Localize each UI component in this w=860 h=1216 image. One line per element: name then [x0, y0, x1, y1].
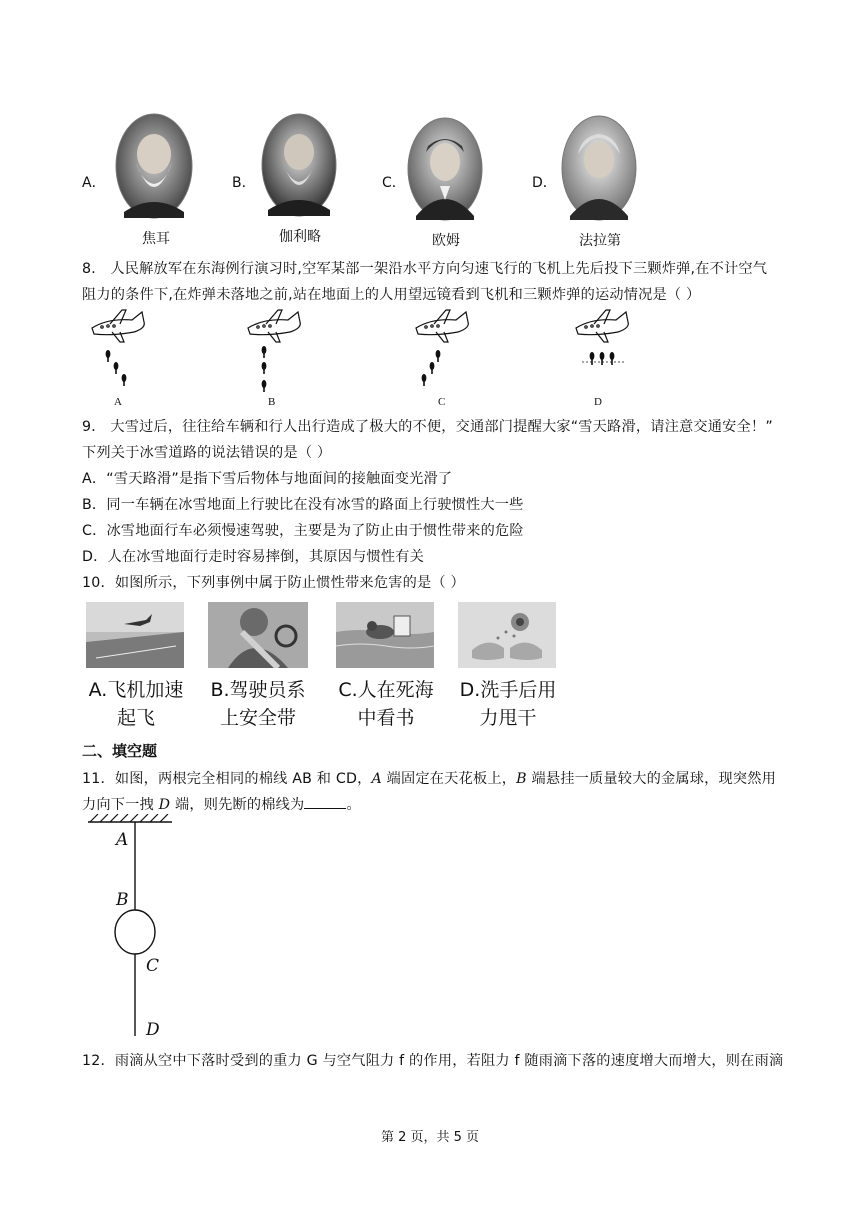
- q9-option-b: B．同一车辆在冰雪地面上行驶比在没有冰雪的路面上行驶惯性大一些: [82, 497, 524, 513]
- q7-option-c-name: 欧姆: [432, 233, 460, 249]
- q10-image-d-shake-hands: [458, 602, 556, 668]
- q12-stem-line1: 12．雨滴从空中下落时受到的重力 G 与空气阻力 f 的作用，若阻力 f 随雨滴下落的速度增大而增大，则在雨滴: [82, 1053, 784, 1069]
- q8-figure-d: [572, 306, 632, 396]
- ceiling-hatch: [90, 814, 168, 822]
- q7-option-d-name: 法拉第: [579, 233, 621, 249]
- q11-var-d: D: [158, 797, 171, 813]
- q7-option-d-letter: D．: [532, 175, 557, 191]
- q10-image-b-seatbelt: [208, 602, 308, 668]
- portrait-galileo-image: [260, 112, 338, 218]
- q9-option-d: D．人在冰雪地面行走时容易摔倒，其原因与惯性有关: [82, 549, 425, 565]
- q8-stem-line1: 8． 人民解放军在东海例行演习时,空军某部一架沿水平方向匀速飞行的飞机上先后投下三颗炸弹,在不计空气: [82, 261, 768, 277]
- q10-caption-b-line2: 上安全带: [219, 707, 296, 729]
- section-heading-fill-in: 二、填空题: [82, 742, 158, 760]
- page-footer: 第 2 页，共 5 页: [380, 1130, 480, 1145]
- q11-stem-line2: [82, 794, 361, 814]
- q10-caption-c-line1: C.人在死海: [338, 679, 434, 701]
- q11-text-part: 端悬挂一质量较大的金属球，现突然用: [526, 771, 777, 787]
- q8-figure-c: [412, 306, 472, 396]
- q11-fig-label-d: D: [146, 1020, 160, 1040]
- q8-stem-line2: 阻力的条件下,在炸弹未落地之前,站在地面上的人用望远镜看到飞机和三颗炸弹的运动情况是（ ）: [82, 287, 701, 303]
- q10-caption-a-line2: 起飞: [116, 707, 155, 729]
- q10-stem: 10．如图所示，下列事例中属于防止惯性带来危害的是（ ）: [82, 575, 465, 591]
- q10-caption-b-line1: B.驾驶员系: [210, 679, 306, 701]
- q7-option-c-letter: C．: [382, 175, 406, 191]
- portrait-joule-image: [114, 112, 194, 220]
- q7-option-a-name: 焦耳: [142, 231, 170, 247]
- q10-caption-c-line2: 中看书: [357, 707, 415, 729]
- metal-ball: [115, 910, 155, 954]
- q9-stem-line2: 下列关于冰雪道路的说法错误的是（ ）: [82, 445, 332, 461]
- q7-option-a-letter: A．: [82, 175, 106, 191]
- q11-fig-label-a: A: [116, 830, 129, 850]
- q11-text-part: 。: [346, 797, 361, 813]
- q11-figure: [84, 814, 194, 1044]
- q11-text-part: 端，则先断的棉线为: [170, 797, 305, 813]
- q11-text-part: 端固定在天花板上，: [381, 771, 517, 787]
- q11-var-a: A: [371, 771, 382, 787]
- q8-label-d: D: [594, 396, 602, 408]
- q10-caption-d-line1: D.洗手后用: [459, 679, 557, 701]
- q9-option-c: C．冰雪地面行车必须慢速驾驶，主要是为了防止由于惯性带来的危险: [82, 523, 524, 539]
- q8-figure-b: [244, 306, 304, 396]
- q10-caption-a: [80, 676, 192, 732]
- q11-text-part: 11．如图，两根完全相同的棉线 AB 和 CD，: [82, 771, 372, 787]
- q11-stem-line1: [82, 768, 776, 788]
- q10-image-a-plane-takeoff: [86, 602, 184, 668]
- q10-caption-a-line1: A.飞机加速: [88, 679, 184, 701]
- portrait-ohm-image: [406, 116, 484, 222]
- q10-caption-d: [452, 676, 564, 732]
- q10-caption-c: [330, 676, 442, 732]
- q11-fig-label-c: C: [146, 956, 160, 976]
- q11-fig-label-b: B: [116, 890, 129, 910]
- q8-label-c: C: [438, 396, 446, 408]
- q10-caption-b: [202, 676, 314, 732]
- q11-answer-blank[interactable]: [304, 794, 346, 809]
- q11-text-part: 力向下一拽: [82, 797, 159, 813]
- q9-stem-line1: 9． 大雪过后，往往给车辆和行人出行造成了极大的不便，交通部门提醒大家“雪天路滑，请注意交通安全！”: [82, 419, 773, 435]
- portrait-faraday-image: [560, 114, 638, 222]
- q8-figure-a: [88, 306, 148, 396]
- airplane-icon: [92, 310, 144, 342]
- q7-option-b-letter: B．: [232, 175, 256, 191]
- q7-option-b-name: 伽利略: [279, 229, 321, 245]
- q8-label-a: A: [114, 396, 122, 408]
- q9-option-a: A．“雪天路滑”是指下雪后物体与地面间的接触面变光滑了: [82, 471, 453, 487]
- q8-label-b: B: [268, 396, 276, 408]
- q11-var-b: B: [516, 771, 527, 787]
- q10-caption-d-line2: 力甩干: [479, 707, 537, 729]
- q10-image-c-dead-sea: [336, 602, 434, 668]
